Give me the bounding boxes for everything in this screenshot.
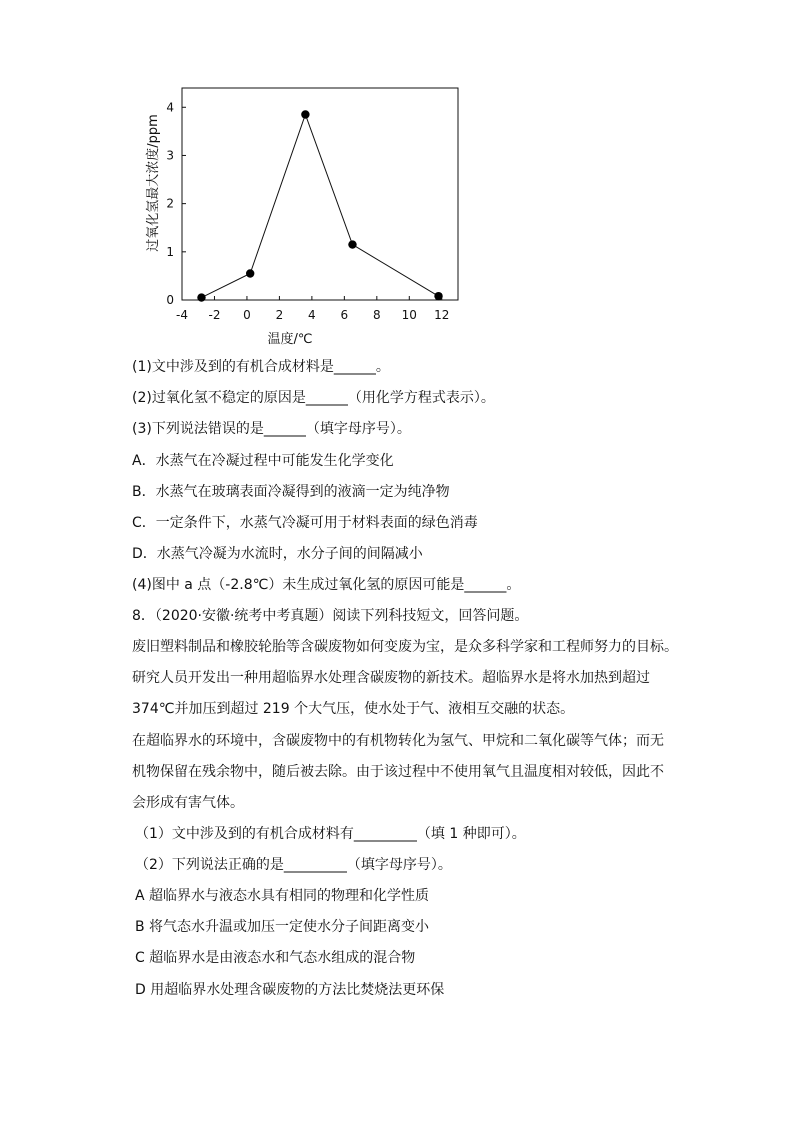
sub-question-1: （1）文中涉及到的有机合成材料有_________（填 1 种即可）。 <box>135 826 526 842</box>
x-tick-label: 4 <box>308 308 316 322</box>
choice-a: A 超临界水与液态水具有相同的物理和化学性质 <box>135 888 430 904</box>
y-axis-label: 过氧化氢最大浓度/ppm <box>146 114 161 252</box>
passage-line-3: 374℃并加压到超过 219 个大气压，使水处于气、液相互交融的状态。 <box>132 701 575 717</box>
data-point <box>348 240 356 248</box>
question-1: (1)文中涉及到的有机合成材料是______。 <box>132 359 390 375</box>
problem-8-title: 8．（2020·安徽·统考中考真题）阅读下列科技短文，回答问题。 <box>132 608 529 624</box>
data-point <box>301 110 309 118</box>
temperature-concentration-chart <box>140 80 470 350</box>
data-point <box>434 292 442 300</box>
x-tick-label: -2 <box>208 308 221 322</box>
passage-line-2: 研究人员开发出一种用超临界水处理含碳废物的新技术。超临界水是将水加热到超过 <box>132 670 650 686</box>
choice-b: B 将气态水升温或加压一定使水分子间距离变小 <box>135 919 430 935</box>
question-3: (3)下列说法错误的是______（填字母序号）。 <box>132 421 411 437</box>
y-tick-label: 4 <box>166 100 174 115</box>
option-d: D．水蒸气冷凝为水流时，水分子间的间隔减小 <box>132 546 423 562</box>
question-2: (2)过氧化氢不稳定的原因是______（用化学方程式表示）。 <box>132 390 495 406</box>
passage-line-4: 在超临界水的环境中，含碳废物中的有机物转化为氢气、甲烷和二氧化碳等气体；而无 <box>132 733 664 749</box>
x-tick-label: 0 <box>243 308 251 322</box>
x-axis-label: 温度/℃ <box>267 332 313 347</box>
x-tick-label: 12 <box>434 308 450 322</box>
x-tick-label: 2 <box>275 308 284 322</box>
choice-d: D 用超临界水处理含碳废物的方法比焚烧法更环保 <box>135 982 445 998</box>
plot-frame <box>182 88 458 300</box>
x-tick-label: 6 <box>340 308 349 322</box>
y-tick-label: 1 <box>166 244 174 259</box>
option-b: B．水蒸气在玻璃表面冷凝得到的液滴一定为纯净物 <box>132 484 450 500</box>
passage-line-5: 机物保留在残余物中，随后被去除。由于该过程中不使用氧气且温度相对较低，因此不 <box>132 764 664 780</box>
y-tick-label: 2 <box>166 196 174 211</box>
x-tick-label: -4 <box>176 308 188 322</box>
passage-line-1: 废旧塑料制品和橡胶轮胎等含碳废物如何变废为宝，是众多科学家和工程师努力的目标。 <box>132 639 678 655</box>
data-point <box>246 269 254 277</box>
sub-question-2: （2）下列说法正确的是_________（填字母序号）。 <box>135 857 452 873</box>
choice-c: C 超临界水是由液态水和气态水组成的混合物 <box>135 950 416 966</box>
series-line <box>201 115 438 298</box>
data-point <box>197 293 205 301</box>
passage-line-6: 会形成有害气体。 <box>132 795 244 811</box>
question-4: (4)图中 a 点（-2.8℃）未生成过氧化氢的原因可能是______。 <box>132 577 521 593</box>
option-c: C．一定条件下，水蒸气冷凝可用于材料表面的绿色消毒 <box>132 515 478 531</box>
x-tick-label: 10 <box>401 308 417 322</box>
x-tick-label: 8 <box>373 308 381 322</box>
option-a: A．水蒸气在冷凝过程中可能发生化学变化 <box>132 453 394 469</box>
y-tick-label: 0 <box>166 293 174 307</box>
y-tick-label: 3 <box>166 148 174 163</box>
